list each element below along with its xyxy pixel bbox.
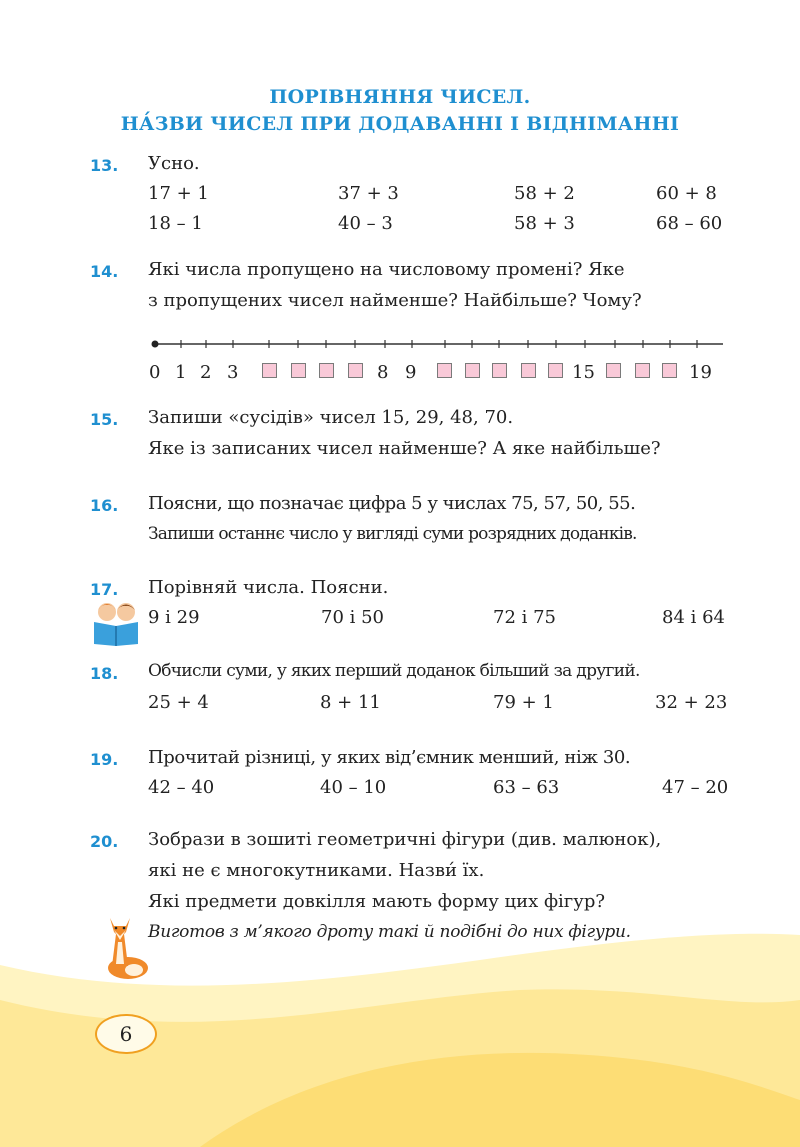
expression: 58 + 2 xyxy=(514,183,575,204)
exercise-text: Які числа пропущено на числовому промені? Яке xyxy=(148,259,625,280)
expression: 32 + 23 xyxy=(655,692,728,713)
exercise-text: Запиши останнє число у вигляді суми розрядних доданків. xyxy=(148,524,637,544)
exercise-number: 15. xyxy=(90,410,119,429)
expression: 25 + 4 xyxy=(148,692,209,713)
expression: 63 – 63 xyxy=(493,777,560,798)
expression: 47 – 20 xyxy=(662,777,729,798)
missing-number-box xyxy=(465,363,480,378)
exercise-number: 18. xyxy=(90,664,119,683)
exercise-text: Поясни, що позначає цифра 5 у числах 75, 57, 50, 55. xyxy=(148,493,636,514)
number-label: 8 xyxy=(377,362,389,383)
number-label: 9 xyxy=(405,362,417,383)
missing-number-box xyxy=(662,363,677,378)
comparison-pair: 70 і 50 xyxy=(321,607,385,628)
expression: 37 + 3 xyxy=(338,183,399,204)
expression: 42 – 40 xyxy=(148,777,215,798)
exercise-text: Зобрази в зошиті геометричні фігури (див. малюнок), xyxy=(148,829,662,850)
missing-number-box xyxy=(319,363,334,378)
expression: 8 + 11 xyxy=(320,692,381,713)
exercise-number: 19. xyxy=(90,750,119,769)
exercise-number: 20. xyxy=(90,832,119,851)
exercise-number: 13. xyxy=(90,156,119,175)
number-label: 1 xyxy=(175,362,187,383)
exercise-number: 16. xyxy=(90,496,119,515)
page-title-line-2: НА́ЗВИ ЧИСЕЛ ПРИ ДОДАВАННІ І ВІДНІМАННІ xyxy=(120,113,680,135)
missing-number-box xyxy=(437,363,452,378)
exercise-text: Прочитай різниці, у яких від’ємник менший, ніж 30. xyxy=(148,747,631,768)
exercise-text: Обчисли суми, у яких перший доданок більший за другий. xyxy=(148,661,640,681)
comparison-pair: 9 і 29 xyxy=(148,607,200,628)
number-label: 3 xyxy=(227,362,239,383)
children-reading-icon xyxy=(90,598,142,646)
number-label: 15 xyxy=(572,362,595,383)
number-label: 2 xyxy=(200,362,212,383)
expression: 17 + 1 xyxy=(148,183,209,204)
missing-number-box xyxy=(291,363,306,378)
expression: 40 – 10 xyxy=(320,777,387,798)
expression: 60 + 8 xyxy=(656,183,717,204)
missing-number-box xyxy=(606,363,621,378)
exercise-text: Яке із записаних чисел найменше? А яке найбільше? xyxy=(148,438,661,459)
exercise-text: які не є многокутниками. Назви́ їх. xyxy=(148,860,485,881)
missing-number-box xyxy=(492,363,507,378)
expression: 58 + 3 xyxy=(514,213,575,234)
exercise-text: Запиши «сусідів» чисел 15, 29, 48, 70. xyxy=(148,407,514,428)
exercise-text: Усно. xyxy=(148,153,200,174)
exercise-text: Порівняй числа. Поясни. xyxy=(148,577,389,598)
expression: 68 – 60 xyxy=(656,213,723,234)
missing-number-box xyxy=(262,363,277,378)
page-number: 6 xyxy=(95,1014,157,1054)
expression: 18 – 1 xyxy=(148,213,203,234)
missing-number-box xyxy=(521,363,536,378)
number-label: 0 xyxy=(149,362,161,383)
missing-number-box xyxy=(635,363,650,378)
number-line xyxy=(148,334,728,354)
expression: 79 + 1 xyxy=(493,692,554,713)
missing-number-box xyxy=(348,363,363,378)
exercise-text-italic: Виготов з м’якого дроту такі й подібні до них фігури. xyxy=(148,922,631,942)
missing-number-box xyxy=(548,363,563,378)
comparison-pair: 84 і 64 xyxy=(662,607,726,628)
exercise-text: Які предмети довкілля мають форму цих фігур? xyxy=(148,891,605,912)
number-label: 19 xyxy=(689,362,712,383)
comparison-pair: 72 і 75 xyxy=(493,607,557,628)
exercise-number: 17. xyxy=(90,580,119,599)
page-title-line-1: ПОРІВНЯННЯ ЧИСЕЛ. xyxy=(269,86,531,108)
exercise-text: з пропущених чисел найменше? Найбільше? Чому? xyxy=(148,290,642,311)
fox-icon xyxy=(98,910,150,982)
exercise-number: 14. xyxy=(90,262,119,281)
expression: 40 – 3 xyxy=(338,213,393,234)
